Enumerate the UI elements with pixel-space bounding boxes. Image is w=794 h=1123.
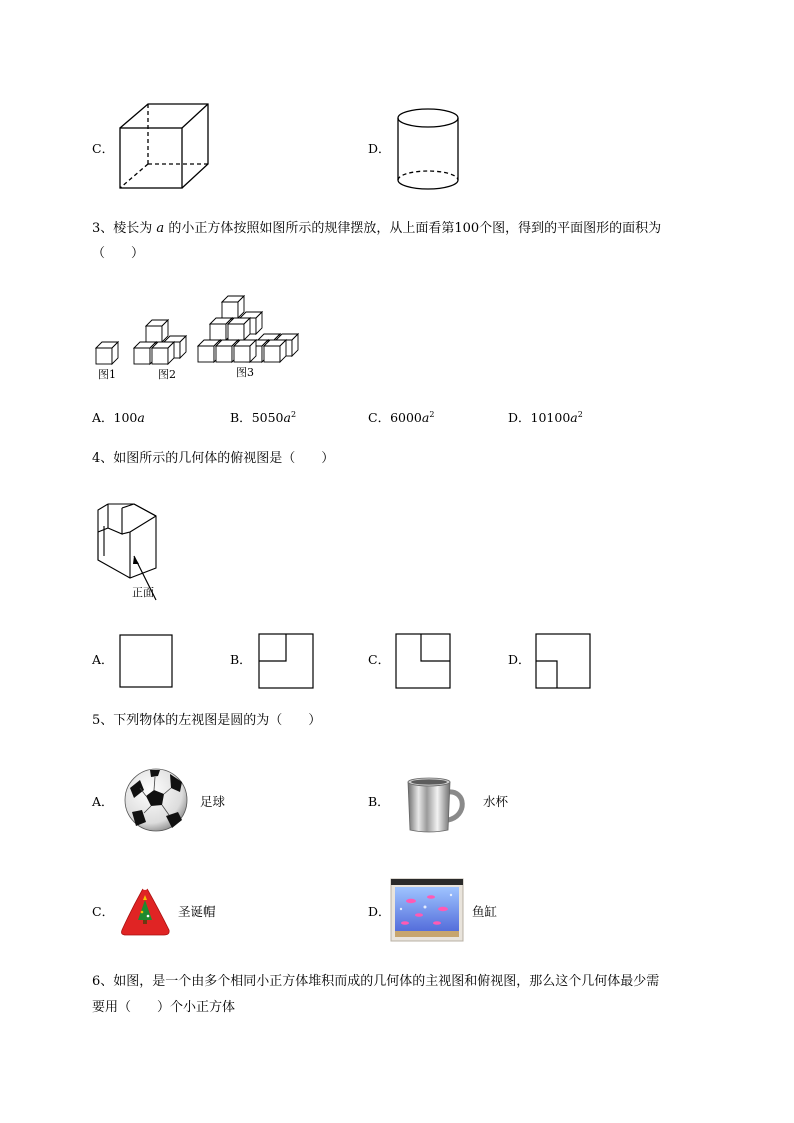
q3-option-c-var: a [421, 410, 430, 425]
q3-option-d-label: D． [508, 410, 531, 425]
top-view-option-c-icon [395, 633, 451, 689]
soccer-ball-icon [124, 768, 188, 832]
q3-option-d [508, 408, 583, 428]
q3-option-b-exp: 2 [290, 409, 297, 419]
notched-solid-figure [94, 498, 166, 604]
q5-option-c-label: C． [92, 904, 115, 919]
q3-option-d-value: 10100 [530, 410, 571, 425]
q2-option-d-label: D． [368, 141, 391, 156]
q3-fig1-label: 图1 [98, 368, 116, 381]
q5-option-a-label: A． [92, 794, 114, 809]
q3-option-d-var: a [570, 410, 578, 425]
q3-option-a-var: a [137, 410, 145, 425]
q3-option-d-exp: 2 [577, 409, 583, 419]
q5-option-d-name: 鱼缸 [472, 904, 498, 919]
cube-icon [118, 102, 210, 190]
q3-option-c-value: 6000 [390, 410, 422, 425]
q5-option-d-label: D． [368, 904, 391, 919]
q3-bracket: （ ） [92, 246, 145, 261]
q5-option-a-name: 足球 [200, 794, 226, 809]
front-label: 正面 [132, 586, 154, 599]
q4-option-b-label: B． [230, 652, 252, 667]
q4-stem: 4、如图所示的几何体的俯视图是（ ） [92, 451, 335, 466]
q4-option-c-label: C． [368, 652, 391, 667]
q3-option-a-label: A． [92, 410, 114, 425]
q5-option-b-label: B． [368, 794, 390, 809]
q3-stem-part2: 的小正方体按照如图所示的规律摆放，从上面看第100个图，得到的平面图形的面积为 [168, 221, 662, 236]
christmas-hat-icon [118, 882, 172, 938]
q3-fig3-label: 图3 [236, 366, 254, 379]
q5-option-c-name: 圣诞帽 [178, 904, 216, 919]
q5-option-b-name: 水杯 [483, 794, 509, 809]
q2-option-c-label: C． [92, 141, 115, 156]
cylinder-icon [396, 108, 460, 192]
q3-var: a [156, 221, 165, 236]
q3-fig2-label: 图2 [158, 368, 176, 381]
q4-option-a-label: A． [92, 652, 114, 667]
q6-stem-line2: 要用（ ）个小正方体 [92, 1000, 236, 1015]
q3-option-b-value: 5050 [251, 410, 284, 425]
q3-option-c-exp: 2 [429, 409, 435, 419]
top-view-option-a-icon [119, 634, 173, 688]
q3-option-c [368, 408, 434, 428]
q3-option-c-label: C． [368, 410, 391, 425]
top-view-option-b-icon [258, 633, 314, 689]
top-view-option-d-icon [535, 633, 591, 689]
q3-stem-part1: 3、棱长为 [92, 221, 153, 236]
water-cup-icon [404, 776, 468, 834]
fish-tank-icon [391, 879, 463, 941]
q3-option-a [92, 408, 145, 428]
q3-option-b-label: B． [230, 410, 252, 425]
q3-option-b [230, 408, 296, 428]
q4-option-d-label: D． [508, 652, 531, 667]
q3-option-a-value: 100 [113, 410, 138, 425]
cube-stack-figure [94, 294, 294, 384]
q3-option-b-var: a [283, 410, 291, 425]
q3-stem [92, 219, 661, 239]
q6-stem-line1: 6、如图，是一个由多个相同小正方体堆积而成的几何体的主视图和俯视图，那么这个几何体最少需 [92, 974, 660, 989]
q5-stem: 5、下列物体的左视图是圆的为（ ） [92, 713, 322, 728]
